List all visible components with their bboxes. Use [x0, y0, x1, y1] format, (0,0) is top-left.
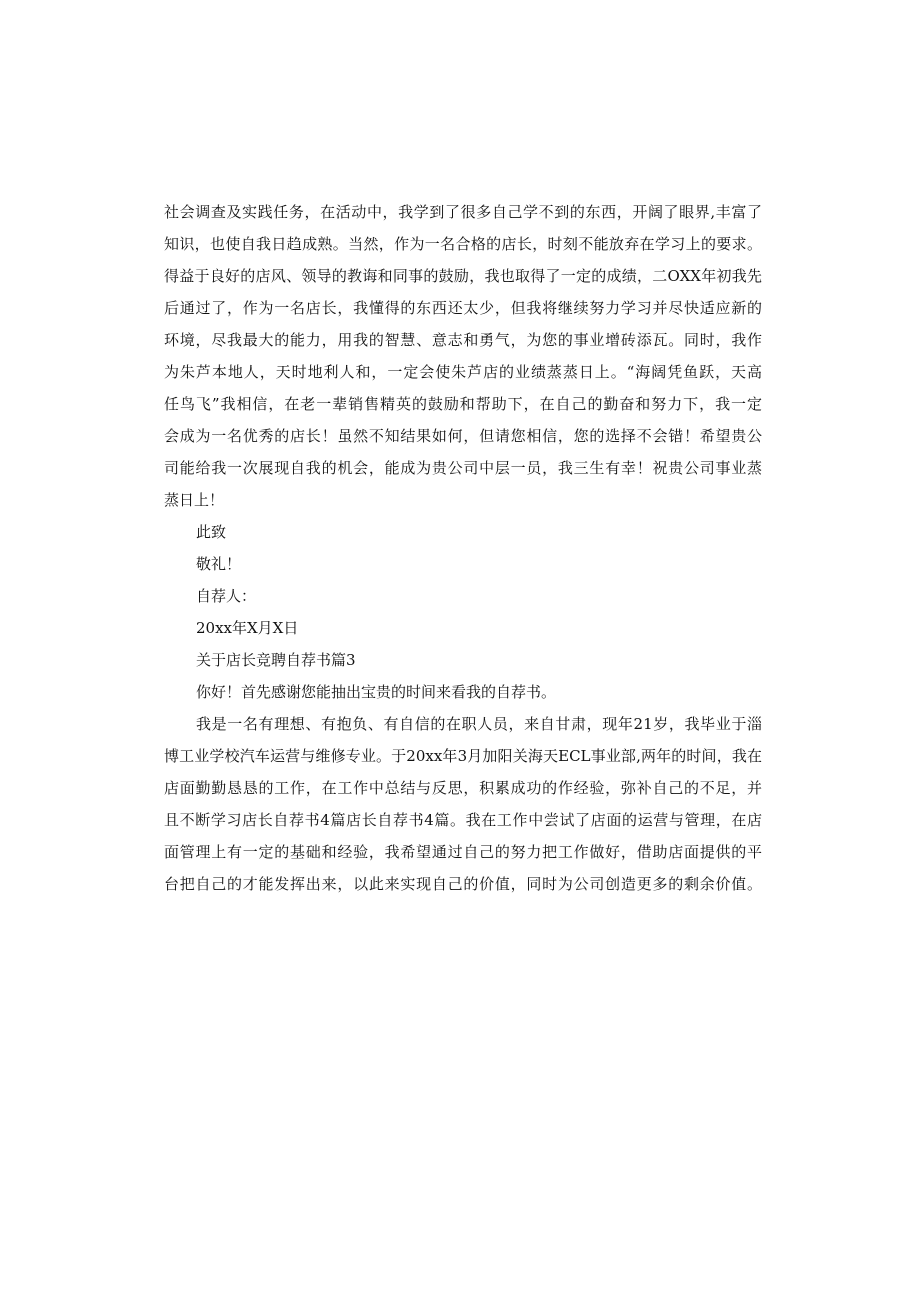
text-line: 任鸟飞”我相信，在老一辈销售精英的鼓励和帮助下，在自己的勤奋和努力下，我一定	[164, 395, 762, 413]
text-line: 且不断学习店长自荐书4篇店长自荐书4篇。我在工作中尝试了店面的运营与管理，在店	[164, 811, 762, 829]
text-line: 司能给我一次展现自我的机会，能成为贵公司中层一员，我三生有幸！祝贵公司事业蒸	[164, 459, 762, 477]
section-heading: 关于店长竞聘自荐书篇3	[196, 651, 356, 669]
salutation-line: 此致	[196, 523, 227, 541]
text-line: 环境，尽我最大的能力，用我的智慧、意志和勇气，为您的事业增砖添瓦。同时，我作	[164, 331, 762, 349]
text-line: 后通过了，作为一名店长，我懂得的东西还太少，但我将继续努力学习并尽快适应新的	[164, 299, 762, 317]
date-line: 20xx年X月X日	[196, 619, 299, 637]
text-line: 得益于良好的店风、领导的教诲和同事的鼓励，我也取得了一定的成绩，二OXX年初我先	[164, 267, 762, 285]
greeting-line: 你好！首先感谢您能抽出宝贵的时间来看我的自荐书。	[196, 683, 557, 701]
text-line: 店面勤勤恳恳的工作，在工作中总结与反思，积累成功的作经验，弥补自己的不足，并	[164, 779, 762, 797]
text-line: 社会调查及实践任务，在活动中，我学到了很多自己学不到的东西，开阔了眼界,丰富了	[164, 203, 762, 221]
document-body	[164, 196, 762, 900]
text-line: 我是一名有理想、有抱负、有自信的在职人员，来自甘肃，现年21岁，我毕业于淄	[196, 715, 762, 733]
text-line: 为朱芦本地人，天时地利人和，一定会使朱芦店的业绩蒸蒸日上。“海阔凭鱼跃，天高	[164, 363, 762, 381]
signature-label: 自荐人：	[196, 587, 257, 605]
text-line: 面管理上有一定的基础和经验，我希望通过自己的努力把工作做好，借助店面提供的平	[164, 843, 762, 861]
text-line: 蒸日上！	[164, 491, 225, 509]
text-line: 台把自己的才能发挥出来，以此来实现自己的价值，同时为公司创造更多的剩余价值。	[164, 875, 762, 893]
text-line: 会成为一名优秀的店长！虽然不知结果如何，但请您相信，您的选择不会错！希望贵公	[164, 427, 762, 445]
text-line: 知识，也使自我日趋成熟。当然，作为一名合格的店长，时刻不能放弃在学习上的要求。	[164, 235, 762, 253]
salutation-line: 敬礼！	[196, 555, 242, 573]
text-line: 博工业学校汽车运营与维修专业。于20xx年3月加阳关海天ECL事业部,两年的时间，我在	[164, 747, 762, 765]
